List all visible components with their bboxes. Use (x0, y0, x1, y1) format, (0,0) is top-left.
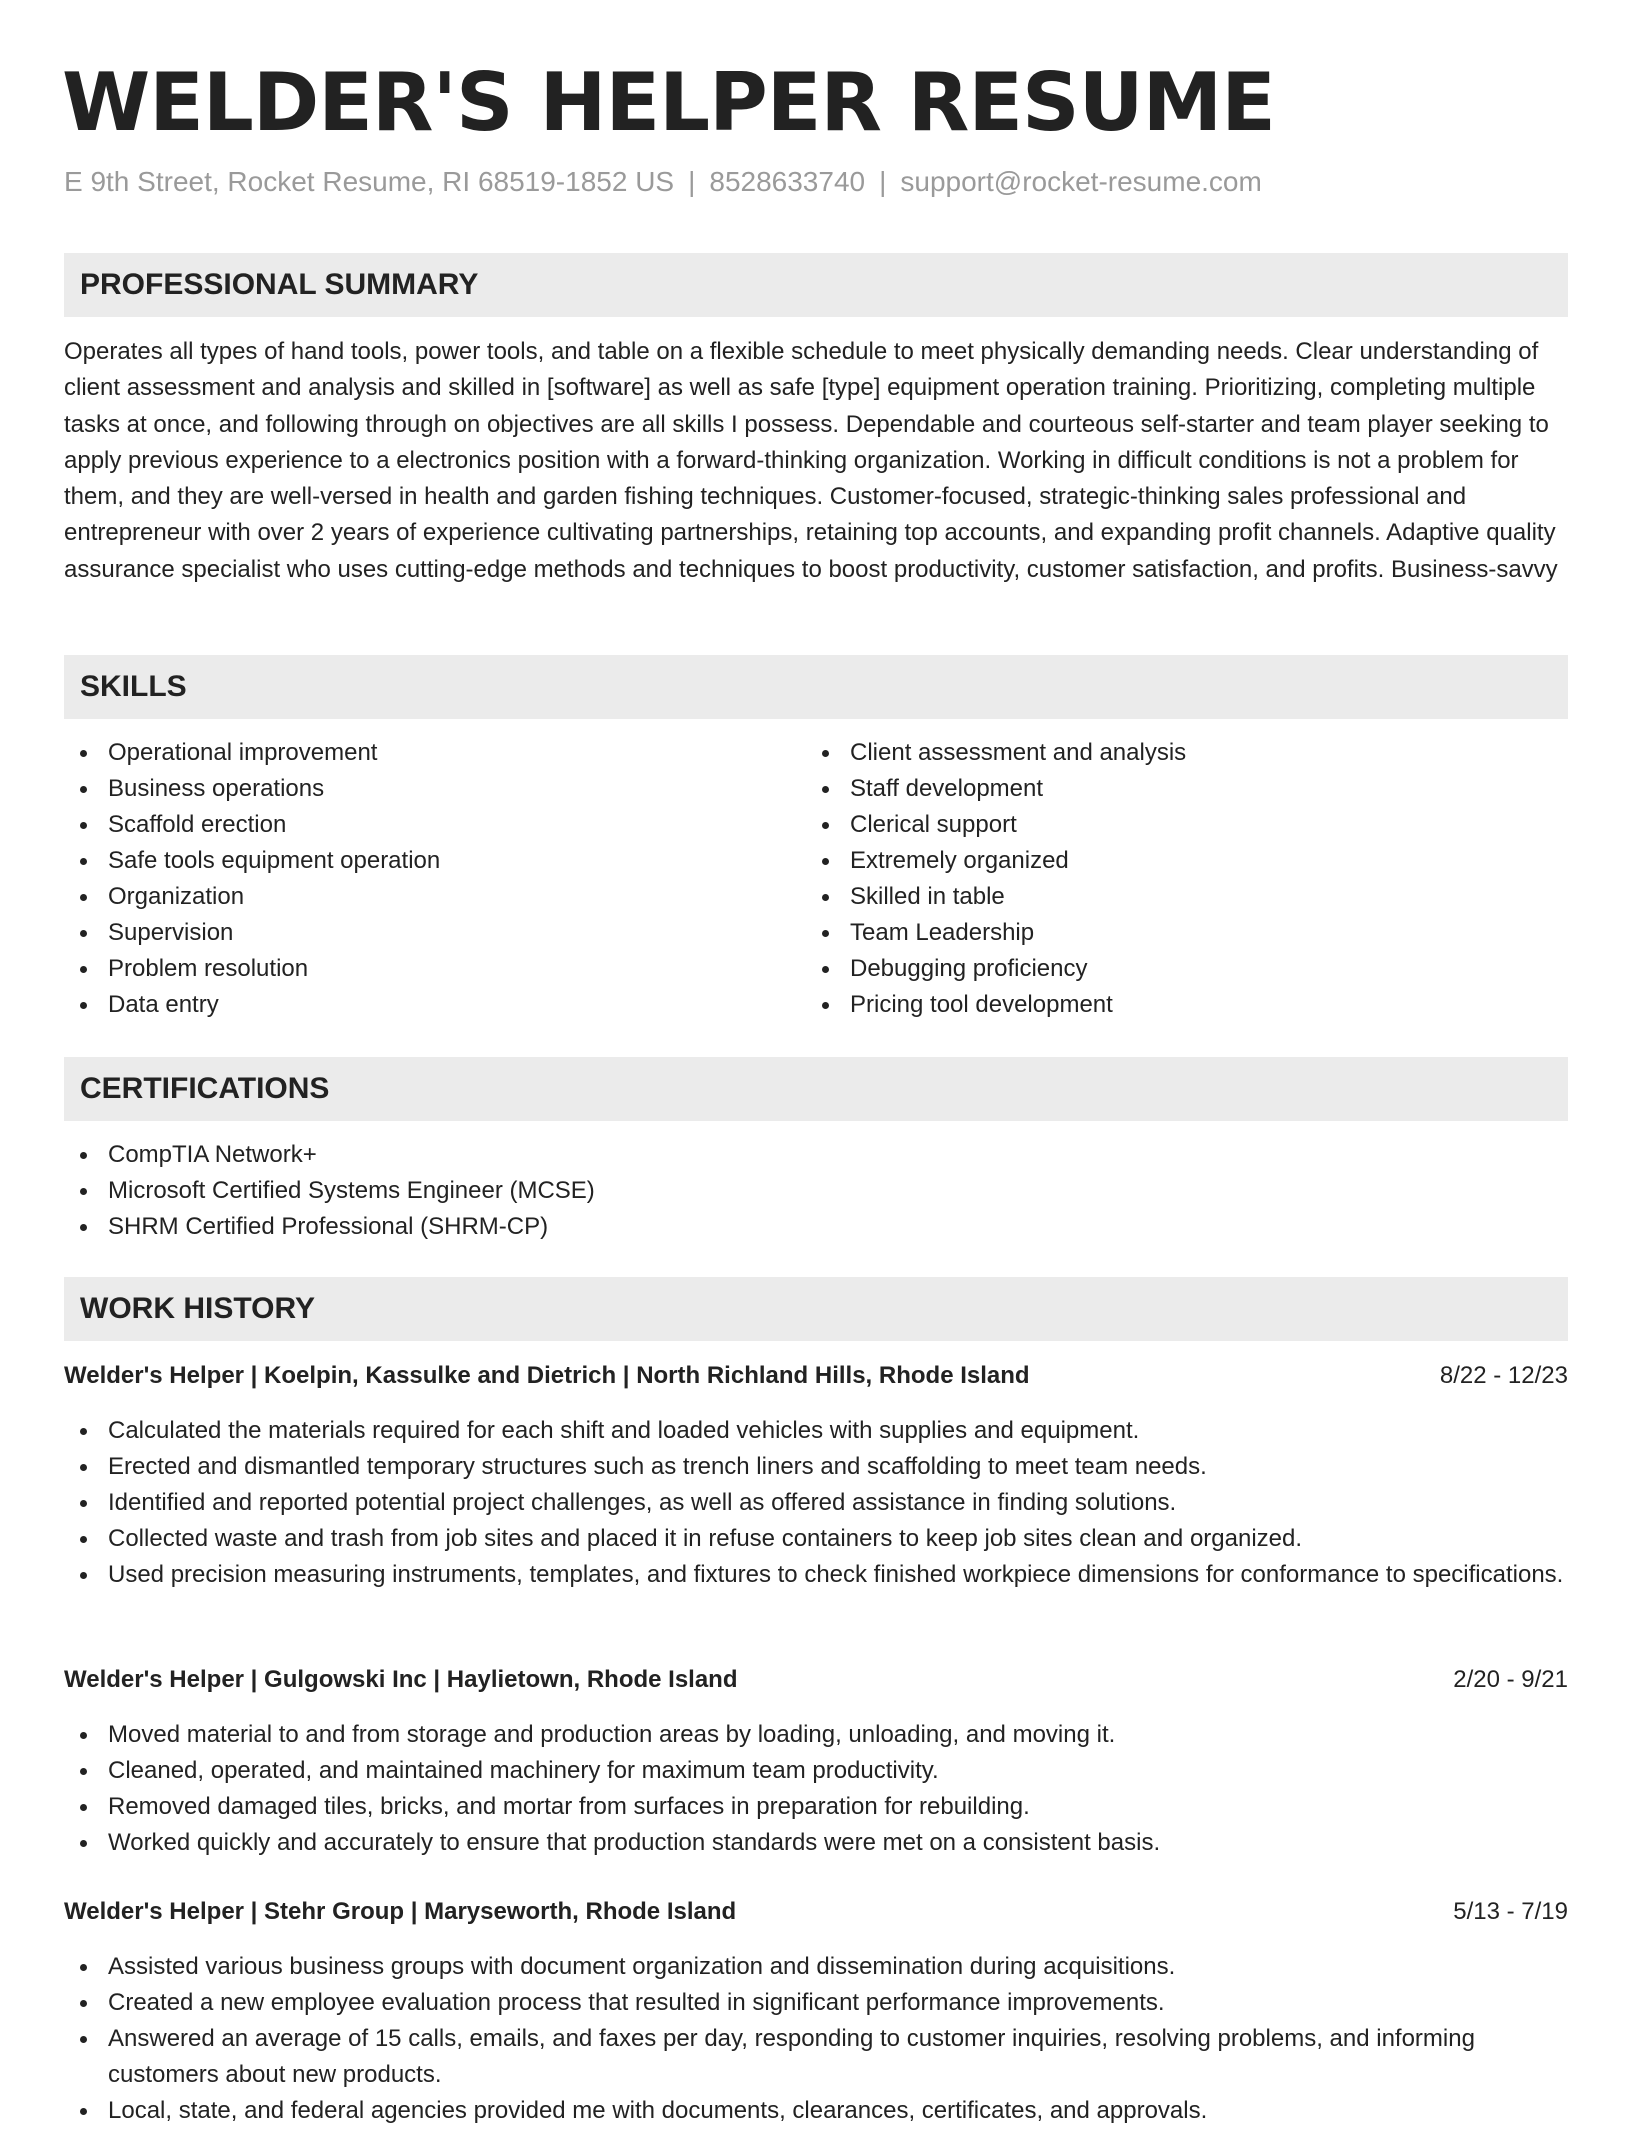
address: E 9th Street, Rocket Resume, RI 68519-1852 US (64, 166, 675, 197)
skill-item: Debugging proficiency (806, 951, 1546, 987)
job-bullets (64, 1413, 1568, 1593)
job-bullet: Used precision measuring instruments, templates, and fixtures to check finished workpiece dimensions for conformance to specifications. (64, 1557, 1568, 1593)
skill-item: Clerical support (806, 807, 1546, 843)
skill-item: Supervision (64, 915, 804, 951)
phone: 8528633740 (709, 166, 866, 197)
job-dates: 8/22 - 12/23 (1439, 1362, 1568, 1389)
certifications-list (64, 1137, 1568, 1245)
job-bullet: Calculated the materials required for each shift and loaded vehicles with supplies and equipment. (64, 1413, 1568, 1449)
skills-column-right (806, 735, 1546, 1023)
skill-item: Client assessment and analysis (806, 735, 1546, 771)
skill-item: Business operations (64, 771, 804, 807)
job-bullet: Answered an average of 15 calls, emails, and faxes per day, responding to customer inquiries, resolving problems, and informing customers about new products. (64, 2021, 1568, 2093)
job-bullets (64, 1717, 1568, 1861)
job-title: Welder's Helper | Stehr Group | Maryseworth, Rhode Island (64, 1898, 737, 1925)
section-header-skills: SKILLS (64, 655, 1568, 719)
section-header-work-history: WORK HISTORY (64, 1277, 1568, 1341)
job-header (64, 1894, 1568, 1930)
job-dates: 2/20 - 9/21 (1453, 1666, 1568, 1693)
job-bullet: Removed damaged tiles, bricks, and mortar from surfaces in preparation for rebuilding. (64, 1789, 1568, 1825)
job-header (64, 1662, 1568, 1698)
job-dates: 5/13 - 7/19 (1453, 1898, 1568, 1925)
page-title: WELDER'S HELPER RESUME (62, 56, 1275, 149)
skill-item: Extremely organized (806, 843, 1546, 879)
skill-item: Pricing tool development (806, 987, 1546, 1023)
skill-item: Scaffold erection (64, 807, 804, 843)
email: support@rocket-resume.com (900, 166, 1262, 197)
skills-column-left (64, 735, 804, 1023)
skill-item: Staff development (806, 771, 1546, 807)
skill-item: Organization (64, 879, 804, 915)
job-bullet: Erected and dismantled temporary structures such as trench liners and scaffolding to meet team needs. (64, 1449, 1568, 1485)
job-bullet: Moved material to and from storage and production areas by loading, unloading, and moving it. (64, 1717, 1568, 1753)
separator: | (879, 166, 887, 197)
job-bullet: Cleaned, operated, and maintained machinery for maximum team productivity. (64, 1753, 1568, 1789)
skill-item: Team Leadership (806, 915, 1546, 951)
certification-item: CompTIA Network+ (64, 1137, 1568, 1173)
certification-item: SHRM Certified Professional (SHRM-CP) (64, 1209, 1568, 1245)
job-title: Welder's Helper | Koelpin, Kassulke and Dietrich | North Richland Hills, Rhode Island (64, 1362, 1030, 1389)
job-bullet: Assisted various business groups with document organization and dissemination during acquisitions. (64, 1949, 1568, 1985)
skill-item: Safe tools equipment operation (64, 843, 804, 879)
certification-item: Microsoft Certified Systems Engineer (MCSE) (64, 1173, 1568, 1209)
job-bullet: Created a new employee evaluation process that resulted in significant performance improvements. (64, 1985, 1568, 2021)
skill-item: Skilled in table (806, 879, 1546, 915)
job-bullets (64, 1949, 1568, 2129)
job-bullet: Identified and reported potential project challenges, as well as offered assistance in finding solutions. (64, 1485, 1568, 1521)
summary-text: Operates all types of hand tools, power tools, and table on a flexible schedule to meet physically demanding needs. Clear understanding of client assessment and analysis and skilled in [software] as well as safe [type] equipment operation training. Prioritizing, completing multiple tasks at once, and following through on objectives are all skills I possess. Dependable and courteous self-starter and team player seeking to apply previous experience to a electronics position with a forward-thinking organization. Working in difficult conditions is not a problem for them, and they are well-versed in health and garden fishing techniques. Customer-focused, strategic-thinking sales professional and entrepreneur with over 2 years of experience cultivating partnerships, retaining top accounts, and expanding profit channels. Adaptive quality assurance specialist who uses cutting-edge methods and techniques to boost productivity, customer satisfaction, and profits. Business-savvy (64, 338, 1558, 583)
job-header (64, 1358, 1568, 1394)
skill-item: Operational improvement (64, 735, 804, 771)
section-header-certifications: CERTIFICATIONS (64, 1057, 1568, 1121)
job-title: Welder's Helper | Gulgowski Inc | Haylietown, Rhode Island (64, 1666, 738, 1693)
section-header-summary: PROFESSIONAL SUMMARY (64, 253, 1568, 317)
skill-item: Data entry (64, 987, 804, 1023)
skill-item: Problem resolution (64, 951, 804, 987)
job-bullet: Collected waste and trash from job sites and placed it in refuse containers to keep job sites clean and organized. (64, 1521, 1568, 1557)
contact-line (64, 166, 1262, 198)
job-bullet: Worked quickly and accurately to ensure that production standards were met on a consistent basis. (64, 1825, 1568, 1861)
separator: | (688, 166, 696, 197)
job-bullet: Local, state, and federal agencies provided me with documents, clearances, certificates, and approvals. (64, 2093, 1568, 2129)
